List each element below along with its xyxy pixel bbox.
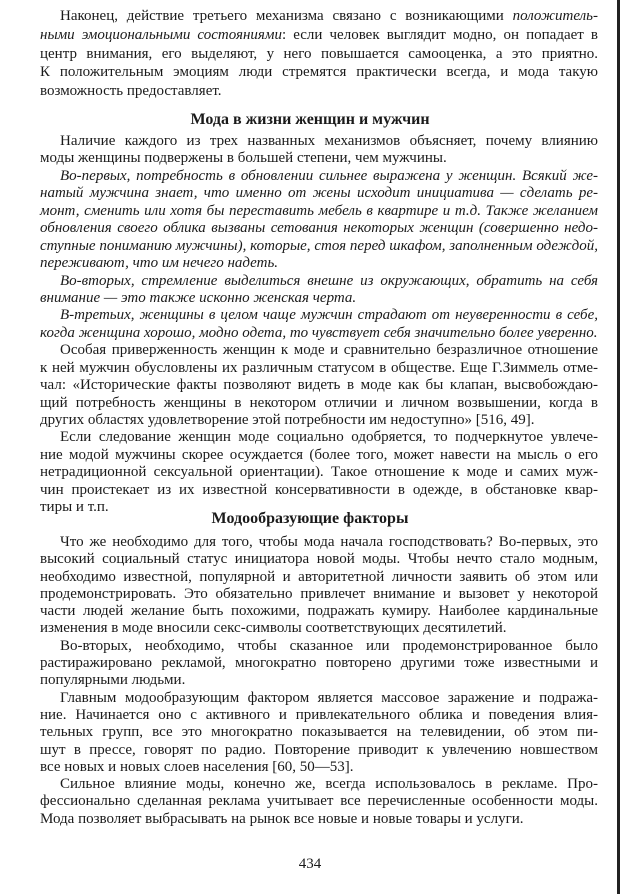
text-segment: других областях удовлетворение этой потребности им недоступно» [516, 49]. — [40, 412, 535, 428]
text-segment: Что же необходимо для того, чтобы мода начала господствовать? Во-первых, это — [60, 534, 598, 550]
italic-text: внимание — это также исконно женская черта. — [40, 289, 357, 306]
text-line — [40, 377, 598, 394]
text-segment: части людей желание быть похожими, подражать кумиру. Наиболее кардинальные — [40, 603, 598, 620]
paragraph — [40, 168, 598, 273]
text-line — [40, 255, 598, 272]
text-segment: : если человек выглядит модно, он попадает в — [281, 26, 598, 43]
italic-text: В-третьих, женщины в целом чаще мужчин страдают от неуверенности в себе, — [60, 307, 598, 324]
italic-text: Во-вторых, стремление выделиться внешне из окружающих, обратить на себя — [60, 272, 598, 289]
text-segment: нетрадиционной сексуальной ориентации). Такое отношение к моде и самих муж- — [40, 464, 598, 481]
text-segment: центр внимания, его выделяют, у него повышается самооценка, а это приятно. — [40, 45, 598, 62]
text-segment: Во-вторых, необходимо, чтобы сказанное или продемонстрированное было — [60, 637, 598, 654]
text-segment: щий потребность женщины в некотором отличии и личном возвышении, когда в — [40, 394, 598, 411]
paragraph — [40, 776, 598, 828]
text-segment: изменения в моде вносили секс-символы соответствующих десятилетий. — [40, 620, 507, 637]
text-segment: растиражировано рекламой, многократно повторено другими тоже известными и — [40, 655, 598, 672]
italic-text: ными эмоциональными состояниями — [40, 26, 282, 43]
text-segment: тельных групп, все это многократно показывается на телевидении, об этом пи- — [40, 724, 598, 741]
text-line — [40, 395, 598, 412]
text-line — [40, 655, 598, 672]
text-line — [40, 793, 598, 810]
text-segment: Если следование женщин моде социально одобряется, то подчеркнутое увлече- — [60, 429, 598, 446]
text-segment: Мода позволяет выбрасывать на рынок все новые и новые товары и услуги. — [40, 810, 524, 827]
text-segment: все новых и новых слоев населения [60, 50—53]. — [40, 758, 354, 775]
paragraph — [40, 534, 598, 638]
text-segment: фессионально сделанная реклама учитывает все перечисленные особенности моды. — [40, 793, 598, 810]
paragraph — [40, 429, 598, 516]
text-segment: Главным модообразующим фактором является массовое заражение и подража- — [60, 689, 598, 706]
italic-text: переживают, что им нечего надеть. — [40, 255, 279, 272]
text-line — [40, 45, 598, 64]
paragraph — [40, 7, 598, 101]
paragraph — [40, 133, 598, 168]
text-line — [40, 569, 598, 586]
text-line — [40, 307, 598, 324]
text-line — [40, 724, 598, 741]
text-segment: ние. Начинается оно с активного и привлекательного облика и поведения влия- — [40, 706, 598, 723]
text-line — [40, 534, 598, 551]
text-segment: чал: «Исторические факты позволяют видеть в моде как бы клапан, высвобождаю- — [40, 377, 598, 394]
text-line — [40, 133, 598, 150]
text-line — [40, 290, 598, 307]
text-segment: моды женщины подвержены в большей степени, чем мужчины. — [40, 150, 447, 167]
text-segment: Особая приверженность женщин к моде и сравнительно безразличное отношение — [60, 342, 598, 359]
text-line — [40, 273, 598, 290]
paragraph — [40, 638, 598, 690]
text-line — [40, 429, 598, 446]
text-line — [40, 203, 598, 220]
text-line — [40, 672, 598, 689]
text-line — [40, 185, 598, 202]
fashion-factors-section — [40, 534, 598, 828]
text-line — [40, 759, 598, 776]
text-segment: чин проистекает из их известной консервативности в одежде, в обстановке квар- — [40, 481, 598, 498]
text-segment: продемонстрировать. Это обязательно привлечет внимание и вызовет у некоторой — [40, 585, 598, 602]
text-segment: популярными людьми. — [40, 672, 186, 689]
text-segment: высокий социальный статус инициатора новой моды. Чтобы нечто стало модным, — [40, 551, 598, 568]
text-line — [40, 638, 598, 655]
text-line — [40, 7, 598, 26]
text-line — [40, 220, 598, 237]
text-line — [40, 707, 598, 724]
text-line — [40, 811, 598, 828]
text-line — [40, 603, 598, 620]
text-segment: Наличие каждого из трех названных механизмов объясняет, почему влиянию — [60, 133, 598, 149]
italic-text: монт, сменить или хотя бы переставить мебель в квартире и т.д. Также желанием — [40, 202, 598, 219]
italic-text: натый мужчина знает, что именно от жены исходит инициатива — сделать ре- — [40, 185, 598, 202]
italic-text: когда женщина хорошо, модно одета, то чувствует себя значительно более уверенно. — [40, 324, 598, 341]
text-line — [40, 63, 598, 82]
text-segment: шут в прессе, говорят по радио. Повторение приводит к увлечению новшеством — [40, 741, 598, 758]
italic-text: обновления своего облика вызваны сетования некоторых женщин (совершенно недо- — [40, 220, 598, 237]
italic-text: ступные пониманию мужчины), которые, стоя перед шкафом, заполненным одеждой, — [40, 237, 598, 254]
text-line — [40, 150, 598, 167]
text-line — [40, 26, 598, 45]
text-segment: Наконец, действие третьего механизма связано с возникающими — [60, 8, 513, 24]
text-line — [40, 325, 598, 342]
text-line — [40, 412, 598, 429]
intro-section — [40, 7, 598, 101]
text-line — [40, 620, 598, 637]
paragraph — [40, 307, 598, 342]
section-heading-women-men: Мода в жизни женщин и мужчин — [190, 111, 430, 128]
text-segment: тиры и т.п. — [40, 499, 109, 516]
text-line — [40, 447, 598, 464]
italic-text: Во-первых, потребность в обновлении сильнее выражена у женщин. Всякий же- — [60, 167, 598, 184]
text-segment: возможность предоставляет. — [40, 83, 222, 100]
paragraph — [40, 690, 598, 776]
page-number: 434 — [298, 856, 322, 872]
text-line — [40, 82, 598, 101]
text-line — [40, 464, 598, 481]
text-line — [40, 168, 598, 185]
text-segment: ние модой мужчины скорее осуждается (более того, может навести на мысль о его — [40, 446, 598, 463]
paragraph — [40, 273, 598, 308]
text-segment: необходимо известной, популярной и авторитетной личности заявить об этом или — [40, 568, 598, 585]
italic-text: положитель- — [512, 8, 598, 24]
text-line — [40, 482, 598, 499]
text-line — [40, 690, 598, 707]
text-line — [40, 742, 598, 759]
section-heading-fashion-factors: Модообразующие факторы — [211, 510, 409, 527]
text-segment: К положительным эмоциям люди стремятся практически всегда, и мода такую — [40, 64, 598, 81]
paragraph — [40, 342, 598, 429]
text-line — [40, 360, 598, 377]
text-segment: к ней мужчин обусловлены их различным статусом в обществе. Еще Г.Зиммель отме- — [40, 359, 598, 376]
text-line — [40, 238, 598, 255]
text-line — [40, 776, 598, 793]
text-line — [40, 551, 598, 568]
text-line — [40, 342, 598, 359]
text-segment: Сильное влияние моды, конечно же, всегда использовалось в рекламе. Про- — [60, 776, 598, 793]
women-men-section — [40, 133, 598, 517]
text-line — [40, 586, 598, 603]
